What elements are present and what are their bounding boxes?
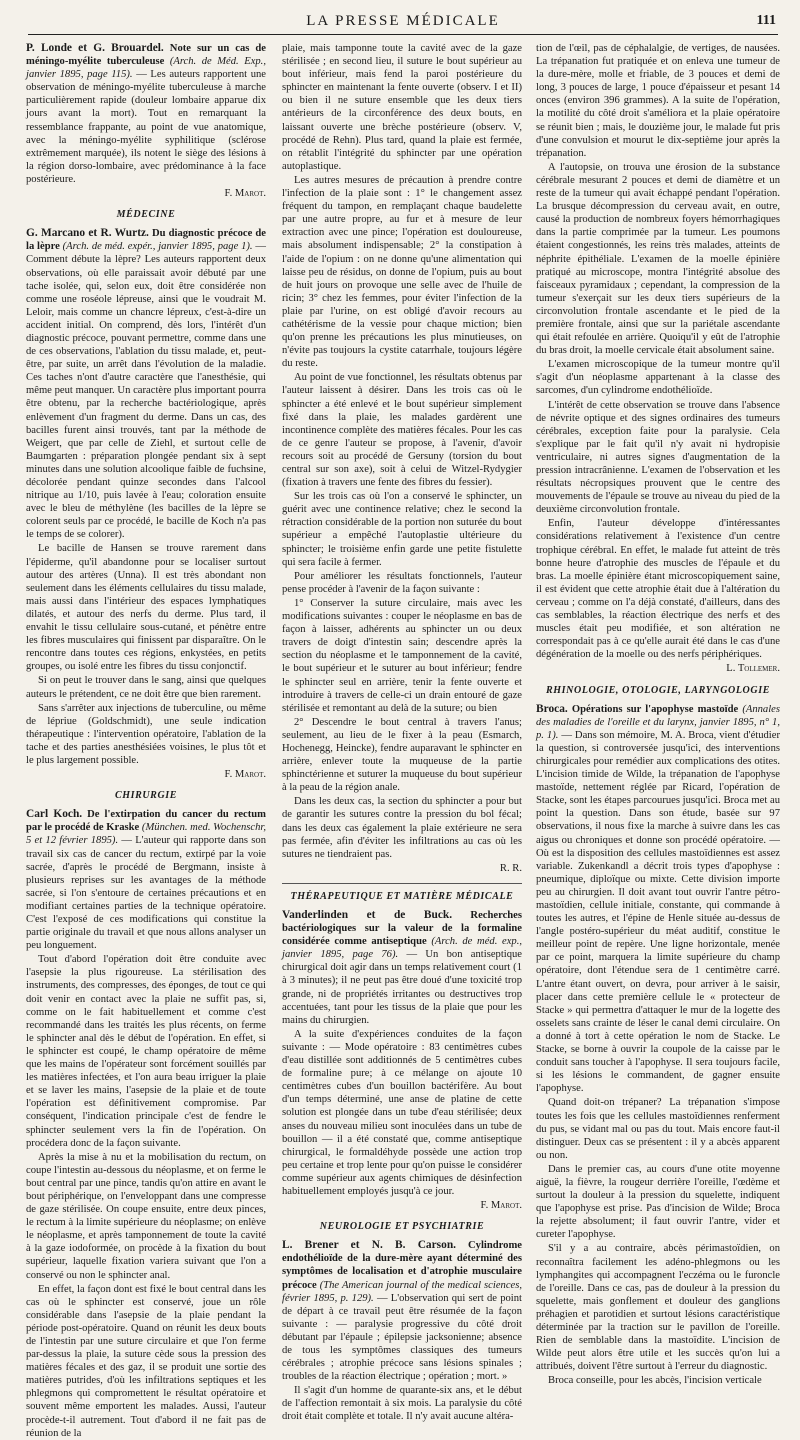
article-brener	[282, 1239, 522, 1383]
article-londe	[26, 42, 266, 186]
article-authors: Carl Koch.	[26, 808, 83, 821]
paragraph: Pour améliorer les résultats fonctionnels, l'auteur pense procéder à l'avenir de la façon suivante :	[282, 570, 522, 595]
article-title: Opérations sur l'apophyse mastoïde	[571, 703, 739, 715]
paragraph: Le bacille de Hansen se trouve rarement dans l'épiderme, qu'il abandonne pour se localiser surtout autour des artères (Unna). Il est très abondant non seulement dans les éléments cellulaires du tissu malade, mais aussi dans l'intérieur des espaces lymphatiques dilatés, et autour des nerfs du derme. Plus tard, il envahit le tissu cellulaire sous-cutané, et pénètre entre les fibres musculaires qui finissent par disparaître. On le rencontre dans toutes ces régions, enkystées, en petits groupes, ou isolé entre les fibres du tissu conjonctif.	[26, 543, 266, 673]
paragraph: Enfin, l'auteur développe d'intéressantes considérations relativement à l'existence d'un centre trophique cérébral. En effet, le malade fut atteint de très bonne heure d'atrophie des muscles de l'épaule et du bras. La moelle épinière étant microscopiquement saine, il est évident que cette atrophie était due à l'altération du cerveau ; comme on l'a déjà constaté, d'ailleurs, dans des cas semblables, la réaction électrique des nerfs et des muscles était peu modifiée, et son altération ne correspondait pas à ce qu'elle aurait été dans le cas d'une dégénération de la moelle ou des nerfs périphériques.	[536, 518, 780, 661]
article-title: Cylindrome endothélioïde de la dure-mère ayant déterminé des symptômes de localisation et d'atrophie musculaire précoce	[282, 1240, 522, 1291]
paragraph: L'intérêt de cette observation se trouve dans l'absence de névrite optique et des signes ordinaires des tumeurs cérébrales, exception faite pour la paralysie. Cela s'explique par le fait qu'il n'y avait ni hydropisie ventriculaire, ni autres signes d'augmentation de la pression intracrânienne. L'examen de l'observation et les résultats nécropsiques prouvent que le centre des mouvements de l'épaule se trouve au niveau du pied de la deuxième circonvolution frontale.	[536, 399, 780, 516]
paragraph: Après la mise à nu et la mobilisation du rectum, on coupe l'intestin au-dessous du néoplasme, et on ferme le bout central par une pince, tandis qu'on attire en avant le bout périphérique, on l'enveloppant dans une compresse de gaze stérilisée. On coupe ensuite, entre deux pinces, le rectum à la limite supérieure du néoplasme; on enlève le néoplasme, et après tamponnement de toute la cavité à la gaze iodoformée, on procède à la fixation du bout supérieur, laquelle fixation variera suivant que l'on a conservé ou non le sphincter anal.	[26, 1151, 266, 1281]
paragraph: Il s'agit d'un homme de quarante-six ans, et le début de l'affection remontait à six mois. La paralysie du côté droit était complète et totale. Il n'y avait aucune altéra-	[282, 1385, 522, 1423]
paragraph: tion de l'œil, pas de céphalalgie, de vertiges, de nausées. La trépanation fut pratiquée et on enleva une tumeur de la dure-mère, molle et friable, de 3 pouces et demi de long, 3 pouces de large, 1 pouce d'épaisseur et pesant 14 onces (environ 396 grammes). A la suite de l'opération, la motilité du côté droit s'améliora et la plaie opératoire se réunit bien ; mais, le douzième jour, le malade fut pris d'une convulsion et mourut le dix-septième jour après la trépanation.	[536, 43, 780, 159]
article-reference: (Arch. de méd. exp., janvier 1895, page 76).	[282, 936, 522, 961]
article-marcano	[26, 227, 266, 541]
column-left	[26, 42, 267, 1439]
article-text: — Comment débute la lèpre? Les auteurs rapportent deux observations, où elle paraissait avoir débuté par une tache isolée, qui, selon eux, doit être considérée non comme une roséole lépreuse, ainsi que le voudrait M. Leloir, mais comme un chancre lépreux, c'est-à-dire un accident initial. On comprend, dès lors, l'intérêt d'un diagnostic précoce, pouvant permettre, comme dans une de ces observations, l'ablation du tissu malade, et, peut-être, par suite, un arrêt dans l'évolution de la maladie. Ces taches n'ont d'autre caractère que l'anesthésie, qui même peut manquer. Un caractère plus important pourra être obtenu, par la recherche bactériologique, après enlèvement d'un fragment du derme. Dans un cas, des bacilles furent ainsi trouvés, tant par la méthode de Weigert, que par celle de Ziehl, et surtout celle de Baumgarten : préparation plongée pendant six à sept minutes dans une solution alcoolique faible de fuchsine, décolorée pendant quinze secondes dans l'alcool nitrique au 1/10, puis lavée à l'eau; coloration ensuite avec le bleu de méthylène (les bacilles de la lèpre se colorent seuls par ce procédé, le bacille de Koch n'a pas le temps de se colorer).	[26, 241, 267, 541]
section-heading-chirurgie: CHIRURGIE	[114, 790, 178, 802]
article-title: Note sur un cas de méningo-myélite tuberculeuse	[26, 43, 267, 68]
article-reference: (The American journal of the medical sciences, février 1895, p. 129).	[282, 1279, 522, 1304]
paragraph: Si on peut le trouver dans le sang, ainsi que quelques auteurs le prétendent, ce ne doit être que bien rarement.	[26, 675, 266, 700]
paragraph: Broca conseille, pour les abcès, l'incision verticale	[548, 1375, 762, 1387]
paragraph: En effet, la façon dont est fixé le bout central dans les cas où le sphincter est conservé, joue un rôle considérable dans l'asepsie de la plaie pendant la période post-opératoire. Quand on réunit les deux bouts de l'intestin par une suture circulaire et que l'on ferme par-dessus la plaie, la suture cède sous la pression des matières fécales et des gaz, il se produit une sortie des matières putrides, d'où les infiltrations septiques et les phlegmons qui compromettent le résultat opératoire et souvent même emportent les malades. Aussi, l'auteur procède-t-il autrement. Tout d'abord il ne fait pas de réunion de la	[26, 1283, 266, 1439]
article-text: — L'auteur qui rapporte dans son travail six cas de cancer du rectum, extirpé par la voie sacrée, d'après le procédé de Bergmann, insiste à plusieurs reprises sur les avantages de la méthode sacrée, si l'on s'entoure de certaines précautions et en modifiant certaines parties de la technique opératoire. C'est l'exposé de ces modifications qui constitue la partie originale du travail et que nous allons analyser un peu longuement.	[26, 835, 267, 952]
page-header	[28, 10, 778, 35]
paragraph: A la suite d'expériences conduites de la façon suivante : — Mode opératoire : 83 centimètres cubes d'eau distillée sont additionnés de 5 centimètres cubes de formaline pure; à ce mélange on ajoute 10 centimètres cubes d'un bouillon bactérifère. Au bout d'un temps déterminé, une anse de platine de cette solution est plongée dans un tube d'eau stérilisée; deux anses du nouveau milieu sont inoculées dans un tube de bouillon — il a été constaté que, comme antiseptique chirurgical, le formaldéhyde possède une action trop peu certaine et trop lente pour qu'on puisse le considérer comme supérieur aux agents chimiques de désinfection habituellement employés jusqu'à ce jour.	[282, 1028, 522, 1197]
article-text: — Un bon antiseptique chirurgical doit agir dans un temps relativement court (1 à 3 minutes); il ne peut pas être doué d'une toxicité trop grande, ni de propriétés irritantes ou destructives trop accentuées, tant pour les tissus de la plaie que pour les mains du chirurgien.	[282, 949, 522, 1026]
column-middle	[282, 42, 522, 1423]
paragraph: L'examen microscopique de la tumeur montre qu'il s'agit d'un néoplasme appartenant à la classe des sarcomes, d'un cylindrome endothélioïde.	[536, 359, 780, 397]
article-signature: F. Marot.	[224, 188, 266, 200]
article-text: — L'observation qui sert de point de départ à ce travail peut être résumée de la façon suivante : — paralysie progressive du côté droit débutant par l'épaule ; épilepsie jacksonienne; absence de tous les symptômes classiques des tumeurs cérébrales ; atrophie précoce sans lésions spinales ; troubles de la réaction électrique ; opération ; mort. »	[282, 1292, 522, 1383]
article-authors: P. Londe et G. Brouardel.	[26, 42, 164, 54]
journal-title: LA PRESSE MÉDICALE	[306, 13, 500, 29]
paragraph: Sans s'arrêter aux injections de tuberculine, ou même de lépriue (Goldschmidt), une seule indication thérapeutique : l'intervention opératoire, l'ablation de la tache et des parties anesthésiées voisines, le plus tôt et le plus largement possible.	[26, 702, 266, 766]
article-signature: R. R.	[499, 862, 522, 874]
article-signature: F. Marot.	[480, 1200, 522, 1212]
article-reference: (München. med. Wochenschr, 5 et 12 février 1895).	[26, 822, 266, 847]
article-text: — Dans son mémoire, M. A. Broca, vient d'étudier la question, si controversée jusqu'ici, des interventions chirurgicales pour remédier aux complications des otites. L'incision timide de Wilde, la trépanation de l'apophyse mastoïde, nettement réglée par Ricard, l'opération de Stacke, sont les étapes parcourues jusqu'ici. Broca met au point la question. Dans son étude, basée sur 97 observations, il nous fixe la marche à suivre dans les cas aigus ou chroniques et donne son procédé opératoire. — Où est la disposition des cellules mastoïdiennes est assez variable. Zukenkandl a décrit trois types d'apophyse : pneumique, diploïque ou mixte. Cette division importe peu au chirurgien. Il doit avant tout ouvrir l'antre pétro-mastoïdien, cellule initiale, constante, qui commande à toutes les autres, et l'épine de Henle située au-dessus de l'angle postéro-supérieur du méat auditif, constitue le meilleur point de repère. Une ligne horizontale, menée par ce point, marquera la limite supérieure du champ opératoire, dont l'étendue sera de 1 centimètre carré. L'antre étant ouvert, on devra, pour arriver à le saisir, placer dans cette première cellule le « protecteur de Stacke » qui permettra d'attaquer le mur de la logette des osselets sans crainte de léser le canal demi circulaire. On a donné à tort à cette opération le nom de Stacke. Le Stacke, se borne à ouvrir la coupole de la caisse par le conduit sans toucher à l'apophyse. Il sera toujours facile, si les lésions le commandent, de gagner ensuite l'apophyse.	[536, 729, 780, 1095]
paragraph: Dans le premier cas, au cours d'une otite moyenne aiguë, la fièvre, la rougeur derrière l'oreille, l'œdème et surtout la douleur à la pression du squelette, indiquent que l'apophyse est prise. Pas d'incision de Wilde; Broca la rejette absolument; il faut ouvrir l'antre, vider et cureter l'apophyse.	[536, 1163, 780, 1241]
paragraph: S'il y a au contraire, abcès périmastoïdien, on reconnaîtra facilement les adéno-phlegmons ou les lymphangites qui accompagnent l'eczéma ou le furoncle de l'oreille. Dans ce cas, pas de douleur à la pression du squelette, mais gonflement et douleur des ganglions préhagien et parotidien et surtout lésions caractéristique déterminée par la traction sur le pavillon de l'oreille. Rien de semblable dans la mastoïdite. L'incision de Wilde peut alors être utile et les succès qu'on lui a attribués, doivent l'être surtout à l'erreur du diagnostic.	[536, 1243, 780, 1373]
article-reference: (Arch. de méd. expér., janvier 1895, page 1).	[62, 241, 253, 253]
paragraph: 2° Descendre le bout central à travers l'anus; seulement, au lieu de le fixer à la peau (Esmarch, Hochenegg, Heincke), fendre auparavant le sphincter en arrière, enlever toute la muqueuse de la partie sphinctérienne et suturer la muqueuse du bout supérieur à la peau de la région anale.	[282, 716, 522, 794]
section-heading-neurologie: NEUROLOGIE ET PSYCHIATRIE	[319, 1221, 485, 1233]
paragraph: 1° Conserver la suture circulaire, mais avec les modifications suivantes : couper le néoplasme en bas de façon à laisser, adhérents au sphincter un ou deux travers de doigt d'intestin sain; descendre après la section du néoplasme et le tamponnement de la cavité, le bout supérieur et le suturer au bout inférieur; fendre le sphincter seul en arrière, tenir la fente ouverte et introduire à travers de celle-ci un drain entouré de gaze stérilisée et remontant au delà de la suture; ou bien	[282, 597, 522, 714]
article-reference: (Annales des maladies de l'oreille et du larynx, janvier 1895, n° 1, p. 1).	[536, 703, 780, 741]
article-title: Du diagnostic précoce de la lèpre	[26, 228, 266, 253]
column-right	[536, 42, 780, 1387]
page-number: 111	[756, 13, 776, 28]
article-title: Recherches bactériologiques sur la valeur de la formaline considérée comme antiseptique	[282, 910, 522, 948]
paragraph: Quand doit-on trépaner? La trépanation s'impose toutes les fois que les cellules mastoïdiennes renferment du pus, se vidant mal ou pas du tout. Mais encore faut-il distinguer. Deux cas se présentent : il y a abcès apparent ou non.	[536, 1097, 780, 1161]
article-signature: L. Tollemer.	[726, 663, 780, 675]
article-authors: L. Brener et N. B. Carson.	[282, 1239, 456, 1252]
section-heading-therapeutique: THÉRAPEUTIQUE ET MATIÈRE MÉDICALE	[282, 883, 522, 903]
article-broca	[536, 703, 780, 1096]
paragraph: Au point de vue fonctionnel, les résultats obtenus par l'auteur laissent à désirer. Dans les trois cas où le sphincter a été enlevé et le bout supérieur simplement fixé dans la plaie, les malades gardèrent une incontinence complète des matières fécales. Pour les cas de ce genre l'auteur se propose, à l'avenir, d'avoir recours soit au procédé de Gersuny (torsion du bout central sur son axe), soit à celui de Witzel-Rydygier (fixation à travers une fente des fibres du fessier).	[282, 372, 522, 489]
article-title: De l'extirpation du cancer du rectum par le procédé de Kraske	[26, 809, 266, 834]
section-heading-rhinologie: RHINOLOGIE, OTOLOGIE, LARYNGOLOGIE	[546, 684, 770, 696]
article-text: — Les auteurs rapportent une observation de méningo-myélite tuberculeuse à marche particulièrement rapide (douleur lombaire apparue dix jours avant la mort). Tout en remarquant la ressemblance frappante, au point de vue anatomique, avec la méningo-myélite syphilitique (sclérose extrêmement marquée), ils notent le siège des lésions à la région dorso-lombaire, avec prédominance à la face postérieure.	[26, 69, 266, 185]
article-signature: F. Marot.	[224, 769, 266, 781]
article-authors: G. Marcano et R. Wurtz.	[26, 227, 149, 240]
article-reference: (Arch. de Méd. Exp., janvier 1895, page 115).	[26, 56, 266, 81]
paragraph: plaie, mais tamponne toute la cavité avec de la gaze stérilisée ; en second lieu, il suture le bout supérieur au bout inférieur, mais fend la paroi postérieure du sphincter en maintenant la fente ouverte (observ. I et II) ou bien il ne suture ensemble que les deux tiers antérieurs de la circonférence des deux bouts, en laissant ouverte une brèche postérieure (observ. V, procédé de Rehn). Plus tard, quand la plaie est fermée, on rétablit l'intégrité du sphincter par une opération autoplastique.	[282, 43, 522, 172]
article-koch	[26, 808, 266, 952]
article-authors: Vanderlinden et de Buck.	[282, 909, 453, 921]
paragraph: Sur les trois cas où l'on a conservé le sphincter, un guérit avec une continence relative; chez le second la rétraction considérable de la portion non suturée du bout supérieur a empêché l'autoplastie ultérieure du sphincter; le troisième enfin garde une petite fistulette qui sera facile à fermer.	[282, 491, 522, 568]
section-heading-medecine: MÉDECINE	[116, 209, 176, 221]
article-vanderlinden	[282, 909, 522, 1027]
paragraph: Tout d'abord l'opération doit être conduite avec l'asepsie la plus rigoureuse. La stérilisation des instruments, des compresses, des éponges, de tout ce qui doit venir en contact avec la plaie ne suffit pas, si, comme on le fait habituellement et comme c'est recommandé dans les traités les plus récents, on ferme le sphincter anal dès le début de l'opération. En effet, si le sphincter est coupé, le champ opératoire de même que les mains de l'opérateur sont forcément souillés par les matières infectées, et l'on aura beau irriguer la plaie et se laver les mains, l'asepsie de la plaie et de toute l'opération est définitivement compromise. Par conséquent, l'indication principale c'est de fendre le sphincter seulement vers la fin de l'opération. On procédera donc de la façon suivante.	[26, 954, 266, 1149]
paragraph: Dans les deux cas, la section du sphincter a pour but de garantir les sutures contre la pression du bol fécal; dans les deux cas également la plaie extérieure ne sera pas fermée, afin d'éviter les infiltrations au cas où les sutures ne tiendraient pas.	[282, 796, 522, 860]
article-authors: Broca.	[536, 702, 568, 715]
paragraph: A l'autopsie, on trouva une érosion de la substance cérébrale mesurant 2 pouces et demi de diamètre et un reste de la tumeur qui avait échappé pendant l'opération. La brusque décompression du cerveau avait, en outre, causé la production de nombreux foyers hémorrhagiques dans la partie comprimée par la tumeur. Les poumons étaient congestionnés, les reins très malades, atteints de néphrite épithéliale. L'examen de la moelle épinière pratiqué au microscope, montra l'intégrité absolue des faisceaux pyramidaux ; cependant, la compression de la tumeur s'exerçait sur les deux tiers supérieurs de la circonvolution frontale ascendante et le pied de la première frontale, ainsi que sur la pariétale ascendante qui était refoulée en arrière. Quoiqu'il y eût de l'atrophie du bras droit, la moelle cervicale était absolument saine.	[536, 161, 780, 357]
paragraph: Les autres mesures de précaution à prendre contre l'infection de la plaie sont : 1° le changement assez fréquent du tampon, en remplaçant chaque baudelette par une autre propre, au fur et à mesure de leur extraction avec une pince; l'opération est douloureuse, mais absolument indispensable; 2° la constipation à l'aide de l'opium : on ne donne qu'une alimentation qui laisse peu de résidus, on donne de l'opium, puis au bout de huit jours on provoque une selle avec de l'huile de ricin; 3° chez les femmes, pour éviter l'infection de la plaie par l'urine, on est obligé d'avoir recours au cathétérisme de la vessie pour chaque miction; bien qu'on prenne les précautions les plus minutieuses, on n'évite pas toujours la cystite catarrhale, toujours légère du reste.	[282, 174, 522, 370]
